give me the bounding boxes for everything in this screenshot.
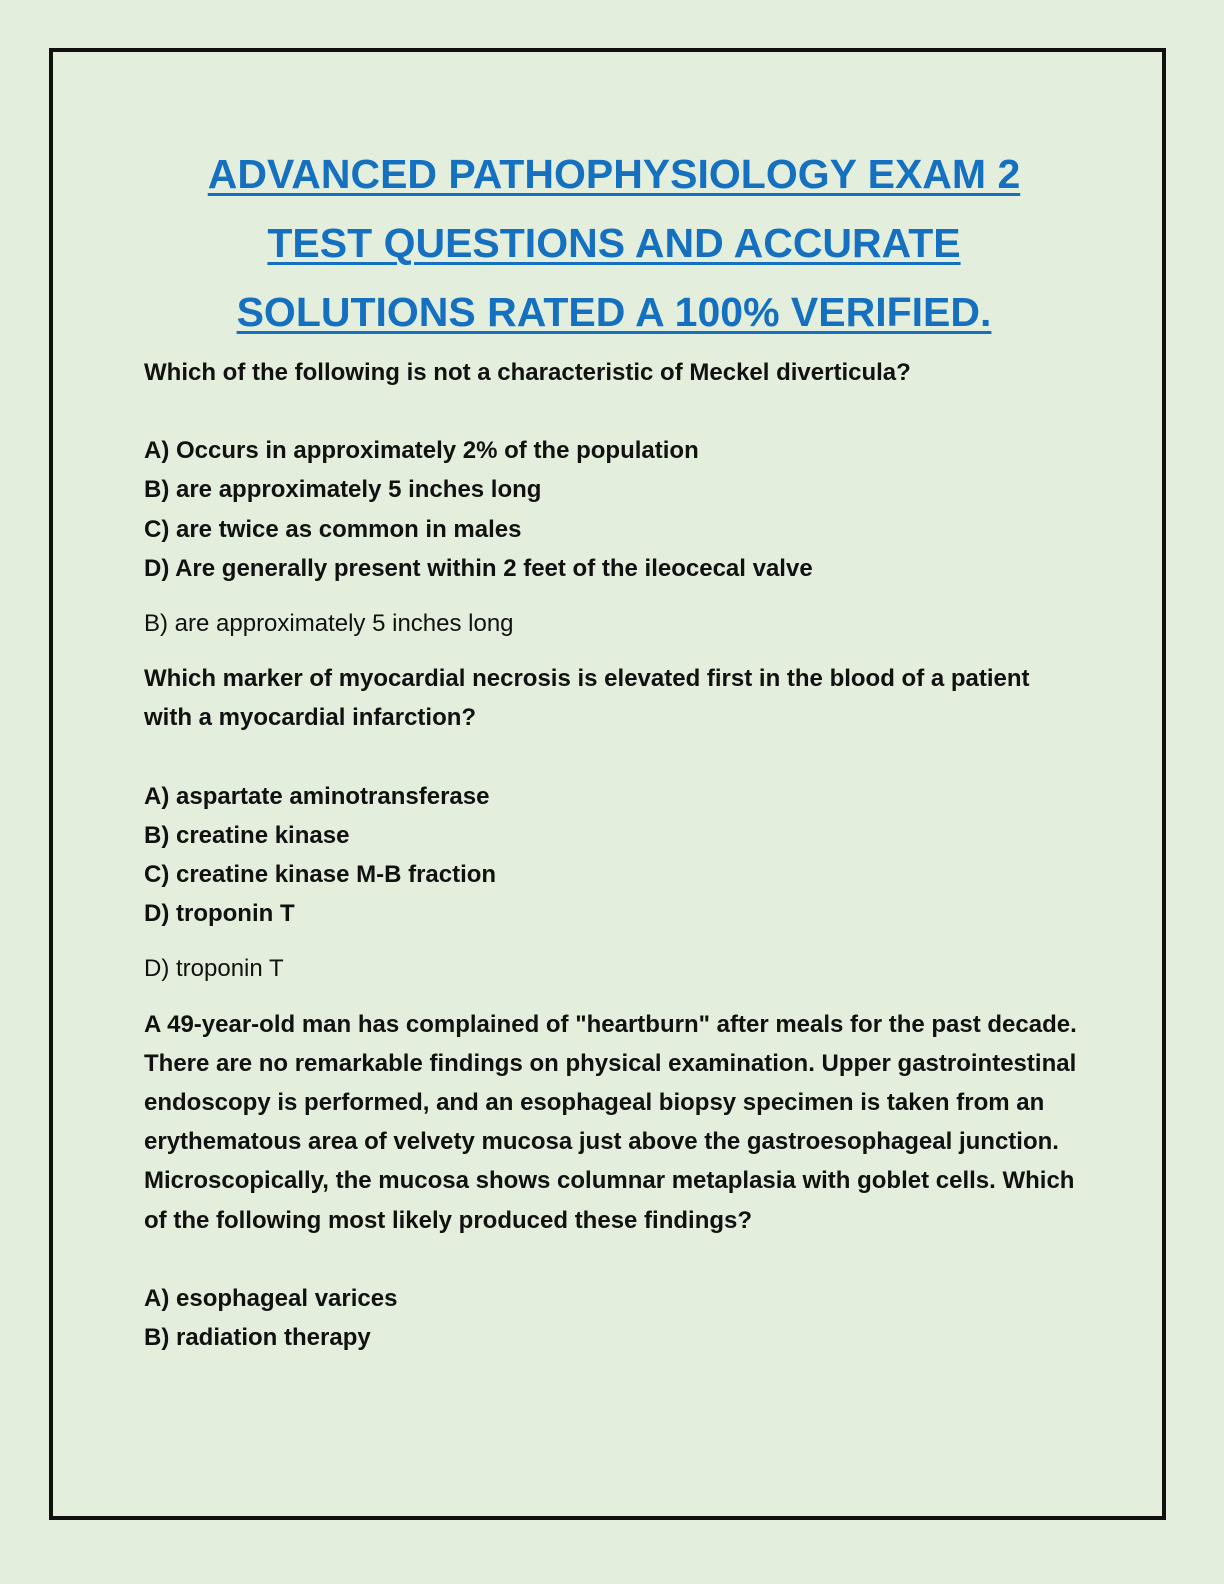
question-block-2 xyxy=(144,659,1084,988)
title-line-1: ADVANCED PATHOPHYSIOLOGY EXAM 2 xyxy=(207,151,1021,197)
question-3-option-b: B) radiation therapy xyxy=(144,1324,371,1352)
question-block-3 xyxy=(144,1005,1084,1358)
question-block-1 xyxy=(144,353,1084,643)
question-2-answer: D) troponin T xyxy=(144,955,284,983)
spacer xyxy=(144,738,1084,777)
title-line-3: SOLUTIONS RATED A 100% VERIFIED. xyxy=(236,289,992,335)
spacer xyxy=(144,1240,1084,1279)
question-1-option-b: B) are approximately 5 inches long xyxy=(144,476,542,504)
question-2-option-d: D) troponin T xyxy=(144,900,295,928)
question-text-1: Which of the following is not a characteristic of Meckel diverticula? xyxy=(144,359,911,386)
question-text-2: Which marker of myocardial necrosis is elevated first in the blood of a patient with a myocardial infarction? xyxy=(144,665,1030,732)
question-3-option-a: A) esophageal varices xyxy=(144,1284,398,1312)
spacer xyxy=(144,392,1084,431)
document-title xyxy=(144,140,1084,347)
question-1-answer: B) are approximately 5 inches long xyxy=(144,610,514,638)
question-1-option-a: A) Occurs in approximately 2% of the population xyxy=(144,437,699,465)
question-text-3: A 49-year-old man has complained of "heartburn" after meals for the past decade. There are no remarkable findings on physical examination. Upper gastrointestinal endoscopy is performed, and an esophageal biopsy specimen is taken from an erythematous area of velvety mucosa just above the gastroesophageal junction. Microscopically, the mucosa shows columnar metaplasia with goblet cells. Which of the following most likely produced these findings? xyxy=(144,1010,1077,1234)
question-2-option-c: C) creatine kinase M-B fraction xyxy=(144,861,497,889)
question-2-option-b: B) creatine kinase xyxy=(144,821,350,849)
question-1-option-d: D) Are generally present within 2 feet of the ileocecal valve xyxy=(144,554,813,582)
title-line-2: TEST QUESTIONS AND ACCURATE xyxy=(267,220,961,266)
question-1-option-c: C) are twice as common in males xyxy=(144,515,522,543)
question-2-option-a: A) aspartate aminotransferase xyxy=(144,782,490,810)
document-body xyxy=(144,140,1084,1357)
